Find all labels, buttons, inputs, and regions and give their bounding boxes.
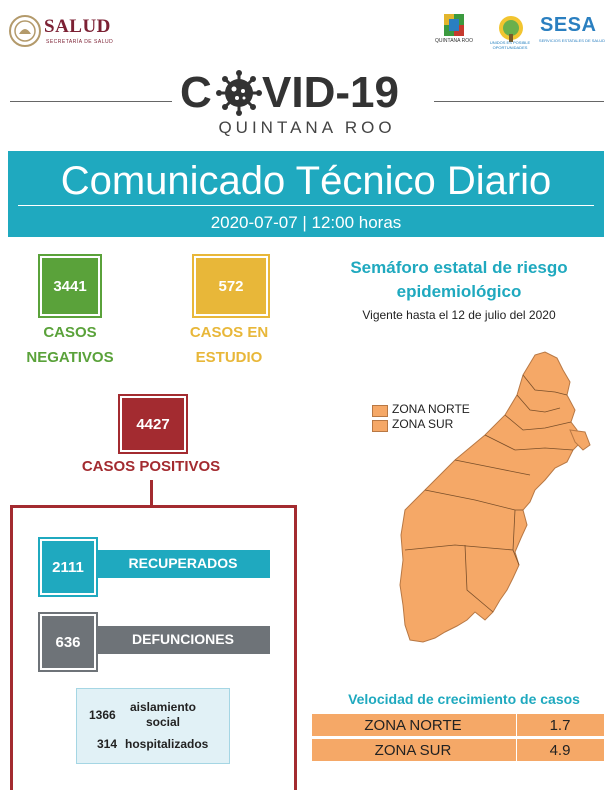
salud-logo: [8, 12, 128, 52]
banner-title: Comunicado Técnico Diario: [60, 159, 552, 203]
sesa-logo-subtitle: SERVICIOS ESTATALES DE SALUD: [538, 38, 606, 43]
salud-name: SALUD: [44, 16, 111, 37]
quintana-roo-logo-icon: [432, 12, 476, 58]
unidos-logo-icon: [488, 12, 534, 58]
velocidad-zone: ZONA NORTE: [364, 717, 462, 734]
aislamiento-label: aislamiento social: [129, 700, 197, 729]
hospitalizados-value: 314: [97, 737, 118, 751]
aislamiento-value: 1366: [89, 708, 116, 722]
recuperados-label: RECUPERADOS: [128, 555, 238, 571]
title-banner: [8, 151, 604, 237]
banner-date-time: 2020-07-07 | 12:00 horas: [210, 213, 402, 232]
positivos-value: 4427: [120, 396, 186, 452]
en-estudio-label: CASOS EN ESTUDIO: [189, 324, 269, 366]
velocidad-row: [312, 739, 604, 761]
legend-zona-sur-swatch: [372, 420, 388, 432]
title-rule-left: [10, 101, 172, 102]
positivos-bracket-right: [294, 505, 297, 790]
defunciones-value-box: [38, 612, 98, 672]
velocidad-divider: [516, 739, 517, 761]
en-estudio-value: 572: [194, 256, 268, 316]
positivos-bracket-stem: [150, 480, 153, 506]
semaforo-valid-until: Vigente hasta el 12 de julio del 2020: [362, 308, 556, 322]
banner-divider: [18, 205, 594, 206]
covid-title-rest: VID-19: [262, 68, 399, 117]
recuperados-value: 2111: [40, 539, 96, 595]
velocidad-row: [312, 714, 604, 736]
salud-subtitle: SECRETARÍA DE SALUD: [46, 39, 114, 45]
defunciones-label: DEFUNCIONES: [132, 631, 234, 647]
semaforo-title: Semáforo estatal de riesgo epidemiológico: [350, 258, 568, 301]
velocidad-value: 4.9: [549, 742, 571, 759]
defunciones-value: 636: [40, 614, 96, 670]
legend-zona-norte-label: ZONA NORTE: [392, 402, 470, 416]
mexico-emblem-icon: [8, 14, 42, 48]
velocidad-title: Velocidad de crecimiento de casos: [348, 691, 580, 707]
title-rule-right: [434, 101, 604, 102]
hospitalizados-label: hospitalizados: [125, 737, 209, 751]
state-name: QUINTANA ROO: [218, 118, 396, 137]
covid-title-c: C: [180, 68, 212, 117]
sesa-logo-title: SESA: [540, 14, 597, 36]
velocidad-zone: ZONA SUR: [374, 742, 452, 759]
active-cases-detail: [76, 688, 230, 764]
en-estudio-value-box: [192, 254, 270, 318]
negativos-value: 3441: [40, 256, 100, 316]
unidos-logo-text: UNIDOS ES POSIBLE OPORTUNIDADES: [489, 40, 531, 50]
legend-zona-norte-swatch: [372, 405, 388, 417]
negativos-label: CASOS NEGATIVOS: [26, 324, 114, 366]
virus-icon: [216, 70, 262, 116]
quintana-roo-map: [395, 350, 595, 645]
quintana-roo-logo-text: QUINTANA ROO: [435, 38, 473, 44]
positivos-bracket-left: [10, 505, 13, 790]
negativos-value-box: [38, 254, 102, 318]
velocidad-value: 1.7: [549, 717, 571, 734]
legend-zona-sur-label: ZONA SUR: [392, 417, 454, 431]
positivos-bracket-top: [10, 505, 297, 508]
positivos-value-box: [118, 394, 188, 454]
velocidad-divider: [516, 714, 517, 736]
recuperados-value-box: [38, 537, 98, 597]
positivos-label: CASOS POSITIVOS: [81, 458, 221, 475]
